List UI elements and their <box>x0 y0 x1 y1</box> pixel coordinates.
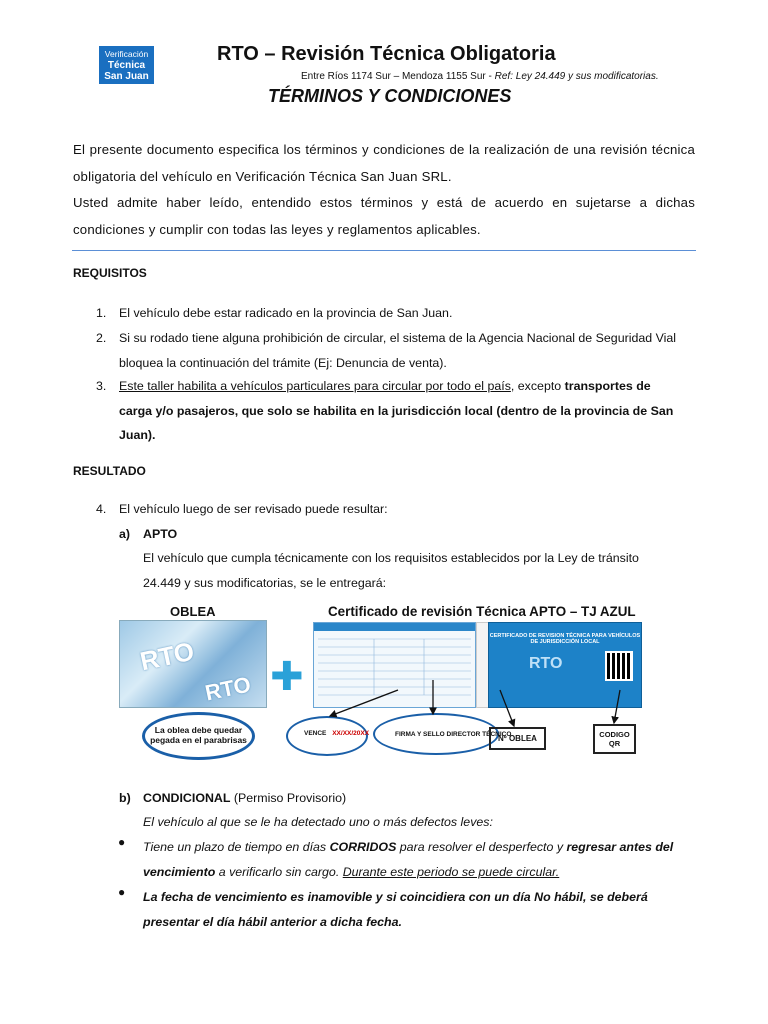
bullet1-a: Tiene un plazo de tiempo en días <box>143 840 330 854</box>
document-subtitle: TÉRMINOS Y CONDICIONES <box>268 86 512 106</box>
arrow-qr <box>614 690 620 723</box>
condicional-title: CONDICIONAL <box>143 791 231 805</box>
condicional-text: El vehículo al que se le ha detectado uno o más defectos leves: <box>143 815 493 829</box>
law-reference: Ref: Ley 24.449 y sus modificatorias. <box>494 71 659 82</box>
oblea-callout: La oblea debe quedar pegada en el parabrisas <box>142 712 255 760</box>
item-number: 2. <box>96 331 107 345</box>
certificate-rto-text: RTO <box>529 655 563 672</box>
logo-line-2: Técnica <box>107 60 146 71</box>
document-title: RTO – Revisión Técnica Obligatoria <box>217 43 556 65</box>
arrow-oblea-number <box>500 690 514 726</box>
arrow-vence <box>330 690 398 716</box>
oblea-title: OBLEA <box>170 604 216 619</box>
item-underlined: Este taller habilita a vehículos particulares para circular por todo el país <box>119 379 511 393</box>
item-text: El vehículo debe estar radicado en la provincia de San Juan. <box>119 306 453 320</box>
bullet1-d: regresar antes del vencimiento <box>143 840 674 879</box>
item-mid: , excepto <box>510 379 565 393</box>
vence-label: VENCE <box>304 730 327 737</box>
apto-label: a) <box>119 527 131 541</box>
oblea-rto-text-2: RTO <box>202 671 254 706</box>
intro-paragraph-1: El presente documento especifica los términos y condiciones de la realización de una revisión técnica obligatoria del vehículo en Verificación Técnica San Juan SRL. <box>73 142 695 184</box>
certificate-title: Certificado de revisión Técnica APTO – TJ AZUL <box>328 604 636 619</box>
oblea-rto-text: RTO <box>137 635 197 677</box>
bullet-icon: ● <box>118 835 126 849</box>
logo-line-1: Verificación <box>104 49 149 59</box>
apto-title: APTO <box>143 527 178 541</box>
item-bold: transportes de carga y/o pasajeros, que solo se habilita en la jurisdicción local (dentro de la provincia de San Juan). <box>119 379 674 443</box>
bullet1-f: Durante este periodo se puede circular. <box>342 864 560 879</box>
apto-text: El vehículo que cumpla técnicamente con los requisitos establecidos por la Ley de tránsito 24.449 y sus modificatorias, se le entregará: <box>143 551 639 590</box>
bullet-icon: ● <box>118 885 126 899</box>
bullet1-e: a verificarlo sin cargo. <box>215 864 343 879</box>
qr-code-callout: CODIGO QR <box>593 724 636 754</box>
condicional-bullet-2: La fecha de vencimiento es inamovible y si coincidiera con un día No hábil, se deberá presentar el día hábil anterior a dicha fecha. <box>143 890 648 929</box>
item-text: El vehículo luego de ser revisado puede resultar: <box>119 502 388 516</box>
condicional-title-extra: (Permiso Provisorio) <box>230 791 347 805</box>
resultado-heading: RESULTADO <box>73 464 146 478</box>
vence-value: XX/XX/20XX <box>332 730 370 737</box>
bullet1-b: CORRIDOS <box>329 840 397 854</box>
requisitos-heading: REQUISITOS <box>73 266 147 280</box>
address-text: Entre Ríos 1174 Sur – Mendoza 1155 Sur - <box>301 71 495 82</box>
intro-paragraph-2: Usted admite haber leído, entendido estos términos y está de acuerdo en sujetarse a dichas condiciones y cumplir con todas las leyes y reglamentos aplicables. <box>73 195 695 238</box>
condicional-title-line <box>143 786 346 811</box>
bullet1-c: para resolver el desperfecto y <box>396 840 567 854</box>
condicional-label: b) <box>119 791 131 805</box>
item-number: 4. <box>96 502 107 516</box>
certificate-header: CERTIFICADO DE REVISION TÉCNICA PARA VEHÍCULOS DE JURISDICCIÓN LOCAL <box>489 633 641 645</box>
item-text: Si su rodado tiene alguna prohibición de circular, el sistema de la Agencia Nacional de Seguridad Vial bloquea la continuación del trámite (Ej: Denuncia de venta). <box>119 331 677 370</box>
plus-icon: ✚ <box>270 655 304 699</box>
logo-line-3: San Juan <box>104 71 149 82</box>
firma-label: FIRMA Y SELLO DIRECTOR TÉCNICO <box>395 731 512 738</box>
condicional-bullet-1 <box>143 835 688 884</box>
item-number: 1. <box>96 306 107 320</box>
oblea-number-callout: Nº OBLEA <box>489 727 546 750</box>
item-number: 3. <box>96 379 107 393</box>
